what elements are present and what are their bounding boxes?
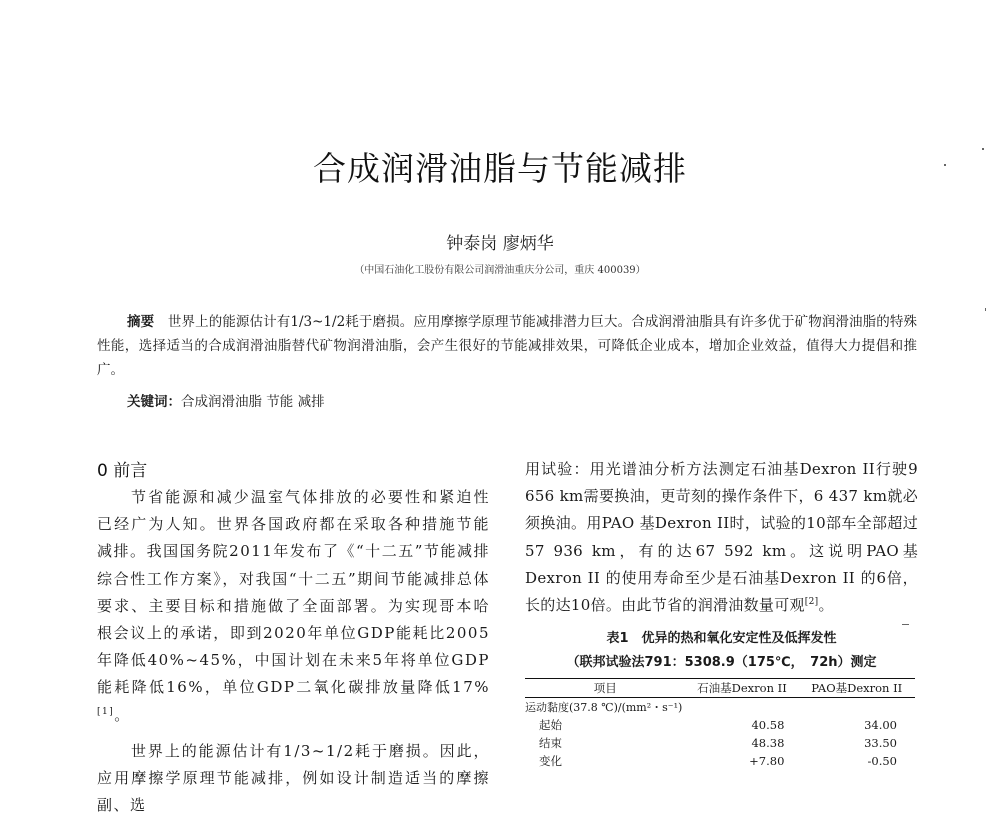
scan-speck [982,148,984,150]
keywords [127,390,325,414]
table-header-row [525,679,915,698]
table-row [525,734,915,752]
scan-speck [902,624,909,625]
keywords-label: 关键词： [127,394,181,410]
table-cell-label: 变化 [539,754,562,768]
table-group-label: 运动黏度(37.8 ℃)/(mm²・s⁻¹) [525,701,683,714]
table-group-row [525,698,915,717]
paper-authors: 钟泰岗 廖炳华 [446,234,554,254]
citation-2: [2] [804,597,819,608]
table-cell-mineral: +7.80 [749,754,785,768]
scan-speck [944,164,946,166]
table-cell-pao: -0.50 [867,754,897,768]
paper-title: 合成润滑油脂与节能减排 [313,149,687,188]
keywords-text: 合成润滑油脂 节能 减排 [181,394,325,410]
author-affiliation: （中国石油化工股份有限公司润滑油重庆分公司，重庆 400039） [354,265,646,276]
table-row [525,752,915,770]
left-column [97,484,490,815]
right-column [525,456,918,619]
table-caption-method: （联邦试验法791：5308.9（175℃， 72h）测定 [566,655,877,670]
table-cell-label: 起始 [539,718,562,732]
table-header-mineral: 石油基Dexron II [686,679,799,698]
table-header-item: 项目 [525,679,686,698]
table-cell-pao: 34.00 [864,718,897,732]
section-heading-intro: 0 前言 [97,461,148,481]
table-caption-title: 表1 优异的热和氧化安定性及低挥发性 [606,631,837,646]
abstract [97,310,917,382]
citation-1: [1] [97,706,115,717]
intro-paragraph-2: 世界上的能源估计有1/3~1/2耗于磨损。因此，应用摩擦学原理节能减排，例如设计制造适当的摩擦副、选 [97,741,490,815]
abstract-label: 摘要 [127,314,155,330]
table-cell-pao: 33.50 [864,736,897,750]
table-1 [525,678,915,770]
table-cell-label: 结束 [539,736,562,750]
table-header-pao: PAO基Dexron II [798,679,915,698]
table-row [525,716,915,734]
table-cell-mineral: 40.58 [751,718,785,732]
right-paragraph: 用试验：用光谱油分析方法测定石油基Dexron II行驶9 656 km需要换油，更苛刻的操作条件下，6 437 km就必须换油。用PAO 基Dexron II时，试验的10部车全部超过57 936 km，有的达67 592 km。这说明PAO基Dexron II 的使用寿命至少是石油基Dexron II 的6倍，长的达10倍。由此节省的润滑油数量可观[2]。 [525,460,918,615]
abstract-text: 世界上的能源估计有1/3~1/2耗于磨损。应用摩擦学原理节能减排潜力巨大。合成润滑油脂具有许多优于矿物润滑油脂的特殊性能，选择适当的合成润滑油脂替代矿物润滑油脂，会产生很好的节能减排效果，可降低企业成本，增加企业效益，值得大力提倡和推广。 [97,314,918,378]
scan-speck [985,308,986,311]
table-cell-mineral: 48.38 [751,736,785,750]
intro-paragraph-1: 节省能源和减少温室气体排放的必要性和紧迫性已经广为人知。世界各国政府都在采取各种措施节能减排。我国国务院2011年发布了《“十二五”节能减排综合性工作方案》，对我国“十二五”期间节能减排总体要求、主要目标和措施做了全面部署。为实现哥本哈根会议上的承诺，即到2020年单位GDP能耗比2005年降低40%~45%，中国计划在未来5年将单位GDP能耗降低16%，单位GDP二氧化碳排放量降低17%[1]。 [97,488,490,724]
